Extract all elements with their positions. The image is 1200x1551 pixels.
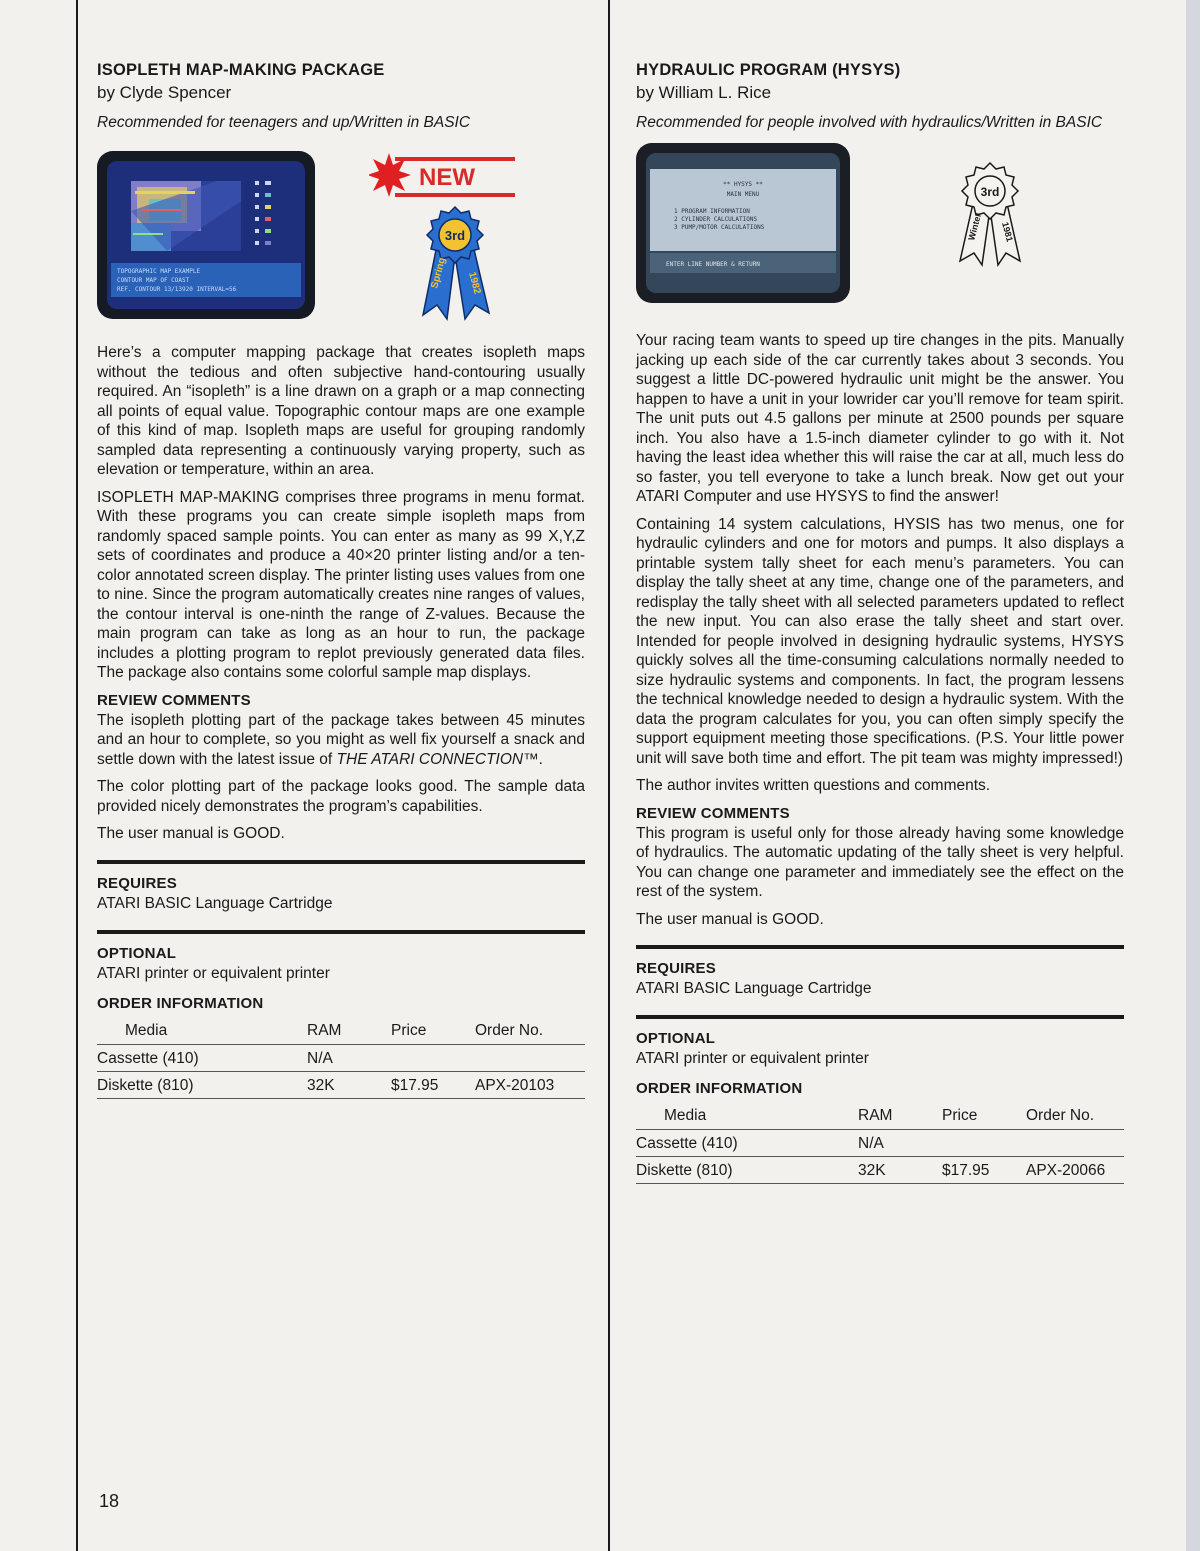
article-body xyxy=(636,331,1124,796)
cell-price: $17.95 xyxy=(942,1157,1026,1184)
article-figures xyxy=(636,143,1124,331)
award-season: Spring xyxy=(429,256,449,290)
table-row xyxy=(636,1157,1124,1184)
cell-order-no: APX-20066 xyxy=(1026,1157,1124,1184)
award-season: Winter xyxy=(966,211,984,242)
order-table xyxy=(97,1022,585,1099)
page-number: 18 xyxy=(99,1491,120,1511)
screen-line-4: 2 CYLINDER CALCULATIONS xyxy=(674,216,758,223)
table-row xyxy=(636,1130,1124,1157)
order-heading: ORDER INFORMATION xyxy=(97,994,264,1012)
table-row xyxy=(97,1071,585,1098)
body-paragraph-1: Your racing team wants to speed up tire changes in the pits. Manually jacking up each side of the car currently takes about 3 seconds. You suggest a little DC-powered hydraulic unit might be the answer. You happen to have a unit in your lowrider car you’ll remove for team spirit. The unit puts out 4.5 gallons per minute at 2500 pounds per square inch. You also have a 1.5-inch diameter cylinder to go with it. Not having the least idea whether this will raise the car at all, much less do so faster, you tell everyone to take a lunch break. Now get out your ATARI Computer and use HYSYS to find the answer! xyxy=(636,332,1124,505)
col-price: Price xyxy=(942,1107,1026,1130)
screen-line-2: CONTOUR MAP OF COAST xyxy=(117,277,190,284)
cell-ram: 32K xyxy=(307,1071,391,1098)
section-rule xyxy=(636,1015,1124,1019)
right-article xyxy=(636,60,1124,1184)
article-recommendation: Recommended for people involved with hydraulics/Written in BASIC xyxy=(636,114,1103,131)
section-rule xyxy=(97,930,585,934)
review-body xyxy=(97,711,585,844)
col-ram: RAM xyxy=(858,1107,942,1130)
cell-price xyxy=(942,1130,1026,1157)
order-heading: ORDER INFORMATION xyxy=(636,1080,803,1097)
order-header-row xyxy=(97,1022,585,1045)
cell-media: Cassette (410) xyxy=(97,1044,307,1071)
article-title: HYDRAULIC PROGRAM (HYSYS) xyxy=(636,61,901,79)
table-row xyxy=(97,1044,585,1071)
award-ribbon-icon xyxy=(954,161,1026,269)
review-text: The isopleth plotting part of the package takes between 45 minutes and an hour to complete, so you might as well fix yourself a snack and settle down with the latest issue of xyxy=(97,711,585,768)
cell-ram: 32K xyxy=(858,1157,942,1184)
article-title: ISOPLETH MAP-MAKING PACKAGE xyxy=(97,61,385,79)
left-article xyxy=(97,60,585,1099)
col-media: Media xyxy=(636,1107,858,1130)
review-body xyxy=(636,824,1124,930)
body-paragraph-2: Containing 14 system calculations, HYSIS has two menus, one for hydraulic cylinders and one for motors and pumps. It also displays a printable system tally sheet for each menu’s parameters. You can display the tally sheet at any time, change one of the parameters, and redisplay the tally sheet with all selected parameters updated to reflect the new input. You can also erase the tally sheet and start over. Intended for people involved in designing hydraulic systems, HYSYS quickly solves all the time-consuming calculations normally needed to size hydraulic systems and components. In fact, the program lessens the technical knowledge needed to design a hydraulic system. With the data the program calculates for you, you can often simply specify the support equipment meeting those specifications. (P.S. Your little power unit will save both time and effort. The pit team was mighty impressed!) xyxy=(636,515,1124,767)
col-price: Price xyxy=(391,1022,475,1045)
article-byline: by Clyde Spencer xyxy=(97,83,232,102)
optional-heading: OPTIONAL xyxy=(636,1030,716,1047)
review-paragraph-3: The user manual is GOOD. xyxy=(97,825,285,842)
hysys-screen-photo xyxy=(636,143,850,303)
cell-price: $17.95 xyxy=(391,1071,475,1098)
col-media: Media xyxy=(97,1022,307,1045)
column-divider xyxy=(608,0,610,1551)
cell-order-no xyxy=(475,1044,585,1071)
cell-ram: N/A xyxy=(858,1130,942,1157)
section-rule xyxy=(97,860,585,864)
order-table xyxy=(636,1107,1124,1184)
optional-text: ATARI printer or equivalent printer xyxy=(636,1050,869,1067)
award-year: 1982 xyxy=(466,270,483,296)
article-byline: by William L. Rice xyxy=(636,83,772,102)
award-place: 3rd xyxy=(980,185,1000,199)
requires-heading: REQUIRES xyxy=(97,874,177,892)
review-paragraph-2: The user manual is GOOD. xyxy=(636,910,824,928)
body-paragraph-3: The author invites written questions and comments. xyxy=(636,777,991,794)
page-edge xyxy=(1186,0,1200,1551)
cell-media: Cassette (410) xyxy=(636,1130,858,1157)
article-figures xyxy=(97,151,585,343)
article-recommendation: Recommended for teenagers and up/Written in BASIC xyxy=(97,114,471,131)
cell-price xyxy=(391,1044,475,1071)
col-order-no: Order No. xyxy=(1026,1107,1124,1130)
magazine-title: THE ATARI CONNECTION™ xyxy=(336,750,539,768)
new-badge-label: NEW xyxy=(419,164,475,191)
col-ram: RAM xyxy=(307,1022,391,1045)
col-order-no: Order No. xyxy=(475,1022,585,1045)
review-paragraph-1 xyxy=(97,711,585,770)
optional-heading: OPTIONAL xyxy=(97,944,177,962)
award-ribbon-icon xyxy=(415,205,495,321)
review-heading: REVIEW COMMENTS xyxy=(636,804,790,822)
cell-media: Diskette (810) xyxy=(97,1071,307,1098)
cell-ram: N/A xyxy=(307,1044,391,1071)
left-margin-rule xyxy=(76,0,78,1551)
review-paragraph-1: This program is useful only for those already having some knowledge of hydraulics. The automatic updating of the tally sheet is very helpful. You can change one parameter and immediately see the effect on the rest of the system. xyxy=(636,824,1124,900)
screen-line-1: TOPOGRAPHIC MAP EXAMPLE xyxy=(117,268,201,275)
order-header-row xyxy=(636,1107,1124,1130)
screen-line-3: REF. CONTOUR 13/13920 INTERVAL=56 xyxy=(117,286,237,293)
award-year: 1981 xyxy=(1000,220,1015,243)
screen-line-1: ** HYSYS ** xyxy=(723,181,763,188)
section-rule xyxy=(636,945,1124,949)
requires-heading: REQUIRES xyxy=(636,960,716,977)
screen-line-6: ENTER LINE NUMBER & RETURN xyxy=(666,261,760,268)
review-end: . xyxy=(538,750,543,768)
isopleth-screen-photo xyxy=(97,151,315,319)
review-heading: REVIEW COMMENTS xyxy=(97,691,251,709)
requires-text: ATARI BASIC Language Cartridge xyxy=(636,980,872,997)
map-pattern xyxy=(131,181,241,251)
screen-line-2: MAIN MENU xyxy=(726,191,760,198)
cell-order-no xyxy=(1026,1130,1124,1157)
requires-text: ATARI BASIC Language Cartridge xyxy=(97,894,333,912)
new-badge xyxy=(369,151,519,203)
review-paragraph-2: The color plotting part of the package looks good. The sample data provided nicely demonstrates the program’s capabilities. xyxy=(97,778,585,815)
body-paragraph-1: Here’s a computer mapping package that creates isopleth maps without the tedious and often subjective hand-contouring usually required. An “isopleth” is a line drawn on a graph or a map connecting all points of equal value. Topographic contour maps are one example of this kind of map. Isopleth maps are useful for grouping randomly sampled data representing a continuously varying property, such as elevation or temperature, within an area. xyxy=(97,344,585,478)
optional-text: ATARI printer or equivalent printer xyxy=(97,964,330,982)
screen-line-5: 3 PUMP/MOTOR CALCULATIONS xyxy=(674,224,765,231)
award-place: 3rd xyxy=(444,228,466,243)
cell-order-no: APX-20103 xyxy=(475,1071,585,1098)
cell-media: Diskette (810) xyxy=(636,1157,858,1184)
article-body xyxy=(97,343,585,683)
body-paragraph-2: ISOPLETH MAP-MAKING comprises three programs in menu format. With these programs you can create simple isopleth maps from randomly spaced sample points. You can enter as many as 99 X,Y,Z sets of coordinates and produce a 40×20 printer listing and/or a ten-color annotated screen display. The printer listing uses values from one to nine. Since the program automatically creates nine ranges of values, the contour interval is one-ninth the range of Z-values. Because the main program can take as long as an hour to run, the package includes a plotting program to replot previously generated data files. The package also contains some colorful sample map displays. xyxy=(97,488,585,681)
screen-line-3: 1 PROGRAM INFORMATION xyxy=(674,208,750,215)
